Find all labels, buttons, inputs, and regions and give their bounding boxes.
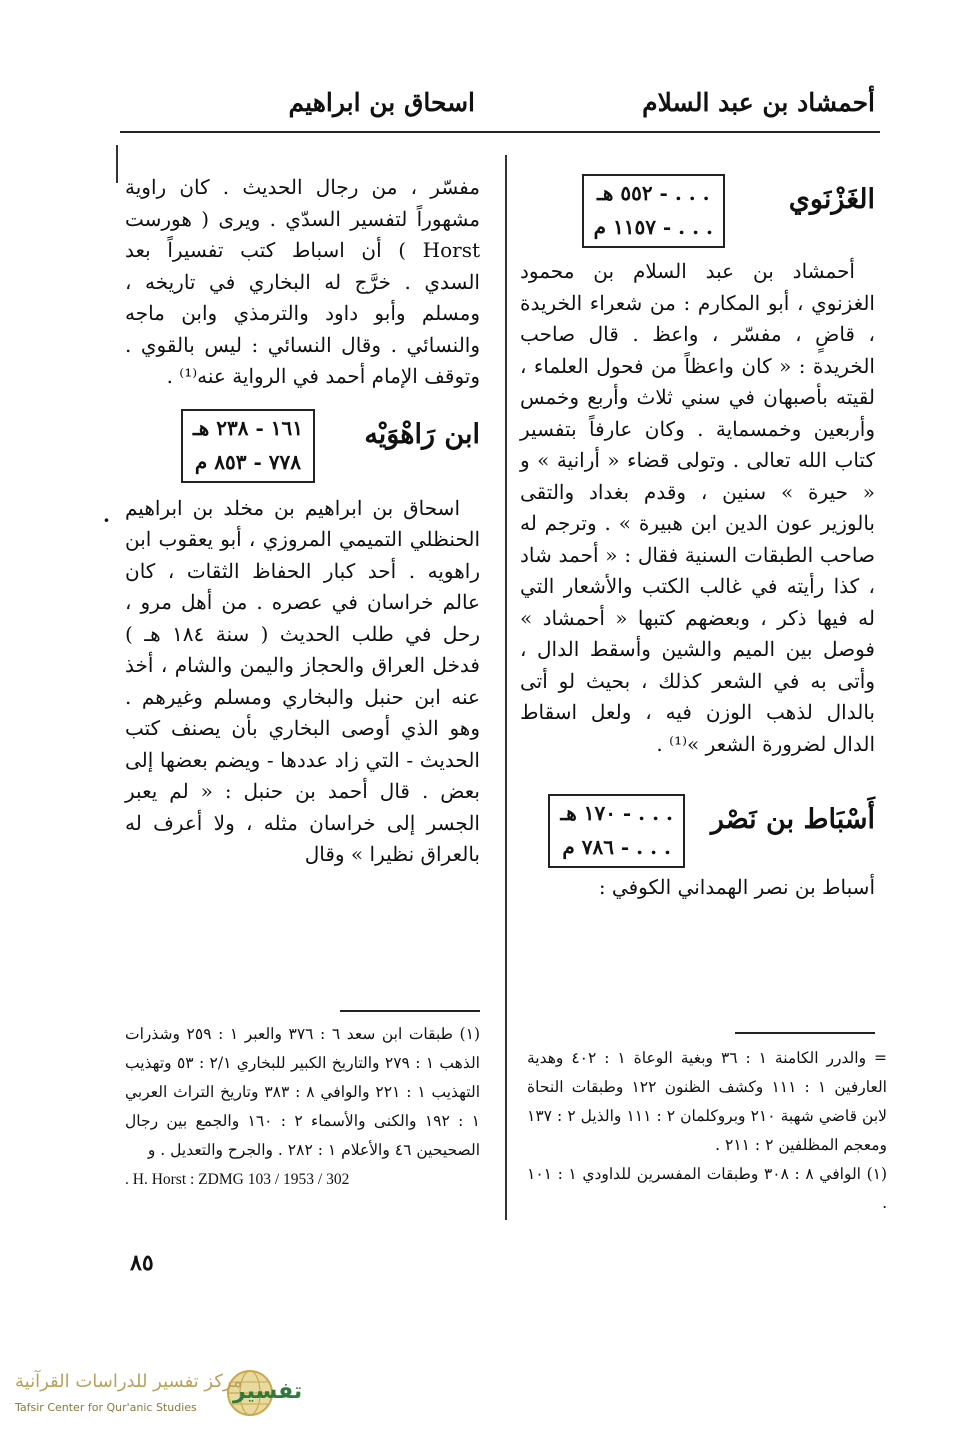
entry-body: اسحاق بن ابراهيم بن مخلد بن ابراهيم الحنظلي التميمي المروزي ، أبو يعقوب ابن راهويه . أحد كبار الحفاظ الثقات ، كان عالم خراسان في عصره . من أهل مرو ، رحل في طلب الحديث ( سنة ١٨٤ هـ ) فدخل العراق والحجاز واليمن والشام ، أخذ عنه ابن حنبل والبخاري ومسلم وغيرهم . وهو الذي أوصى البخاري بأن يصنف كتب الحديث - التي زاد عددها - ويضم بعضها إلى بعض . قال أحمد بن حنبل : « لم يعبر الجسر إلى خراسان مثله ، ولا أعرف له بالعراق نظيرا » وقال [125,495,480,866]
date-hijri: ١٦١ - ٢٣٨ هـ [192,415,303,440]
footnote: = والدرر الكامنة ١ : ٣٦ وبغية الوعاة ١ : ٤٠٢ وهدية العارفين ١ : ١١١ وكشف الظنون ١٢٢ وطبقات النحاة لابن قاضي شهبة ٢١٠ وبروكلمان ٢ : ١١١ والذيل ٢ : ١٣٧ ومعجم المظلفين ٢ : ٢١١ . [527,1049,888,1154]
entry-heading-ghaznawi [520,172,875,250]
margin-mark [116,145,118,183]
margin-tick: · [103,508,110,532]
footnote-rule [340,1010,480,1012]
entry-dates [181,409,315,483]
running-header-left: اسحاق بن ابراهيم [288,88,475,117]
footnote: (١) الوافي ٨ : ٣٠٨ وطبقات المفسرين للداودي ١ : ١٠١ . [527,1165,888,1212]
entry-dates [548,794,685,868]
entry-body: أحمشاد بن عبد السلام بن محمود الغزنوي ، أبو المكارم : من شعراء الخريدة ، قاضٍ ، مفسّر ، واعظ . قال صاحب الخريدة : « كان واعظاً من فحول العلماء ، لقيته بأصبهان في سني ثلاث وأربع وخمس وأربعين وخمسماية . وكان عارفاً بتفسير كتاب الله تعالى . وتولى قضاء « أرانية » و « حيرة » سنين ، وقدم بغداد والتقى بالوزير عون الدين ابن هبيرة » . وترجم له صاحب الطبقات السنية فقال : « أحمد شاد ، كذا رأيته في غالب الكتب والأشعار التي له فيها ذكر ، وبعضهم كتبها « أحمشاد » فوصل بين الميم والشين وأسقط الدال ، وأتى به في الشعر كذلك ، بحيث لو أتى بالدال لذهب الوزن فيه ، ولعل اسقاط الدال لضرورة الشعر »⁽¹⁾ . [520,259,875,756]
header-rule [120,131,880,133]
entry-name: ابن رَاهْوَيْه [364,418,480,450]
column-divider [505,155,507,1220]
entry-body: أسباط بن نصر الهمداني الكوفي : [598,875,875,899]
date-gregorian: . . . - ١١٥٧ م [593,215,713,239]
logo-english: Tafsir Center for Qur'anic Studies [15,1401,197,1414]
footnote-rule [735,1032,875,1034]
date-gregorian: ٧٧٨ - ٨٥٣ م [194,449,301,474]
right-column [520,172,875,904]
running-header-right: أحمشاد بن عبد السلام [642,88,875,117]
publisher-logo [5,1365,303,1423]
footnote: (١) طبقات ابن سعد ٦ : ٣٧٦ والعبر ١ : ٢٥٩ وشذرات الذهب ١ : ٢٧٩ والتاريخ الكبير للبخاري ٢/١ : ٥٣ وتهذيب التهذيب ١ : ٢٢١ والوافي ٨ : ٣٨٣ وتاريخ التراث العربي ١ : ١٩٢ والكنى والأسماء ٢ : ١٦٠ والجمع بين رجال الصحيحين ٤٦ والأعلام ١ : ٢٨٢ . والجرح والتعديل . و [125,1025,481,1159]
date-gregorian: . . . - ٧٨٦ م [562,835,671,859]
footnotes-left [125,1020,480,1194]
entry-dates [582,174,725,248]
left-column [125,172,480,871]
page-number: ٨٥ [130,1250,154,1276]
logo-brand: تفسير [233,1379,303,1404]
entry-name: أَسْبَاط بن نَصْر [710,804,875,835]
logo-arabic: مركز تفسير للدراسات القرآنية [15,1371,243,1392]
entry-name: الغَزْنَوي [788,184,875,215]
footnotes-right [527,1044,887,1218]
entry-heading-asbat [520,792,875,870]
date-hijri: . . . - ٥٥٢ هـ [596,181,710,205]
entry-heading-rahawayh [125,407,480,485]
footnote-latin: . H. Horst : ZDMG 103 / 1953 / 302 [125,1171,350,1188]
date-hijri: . . . - ١٧٠ هـ [560,801,673,825]
entry-body-continued: مفسّر ، من رجال الحديث . كان راوية مشهوراً لتفسير السدّي . ويرى ( هورست Horst ) أن اسباط كتب تفسيراً بعد السدي . خرَّج له البخاري في تاريخه ، ومسلم وأبو داود والترمذي وابن ماجه والنسائي . وقال النسائي : ليس بالقوي . وتوقف الإمام أحمد في الرواية عنه⁽¹⁾ . [125,175,480,388]
